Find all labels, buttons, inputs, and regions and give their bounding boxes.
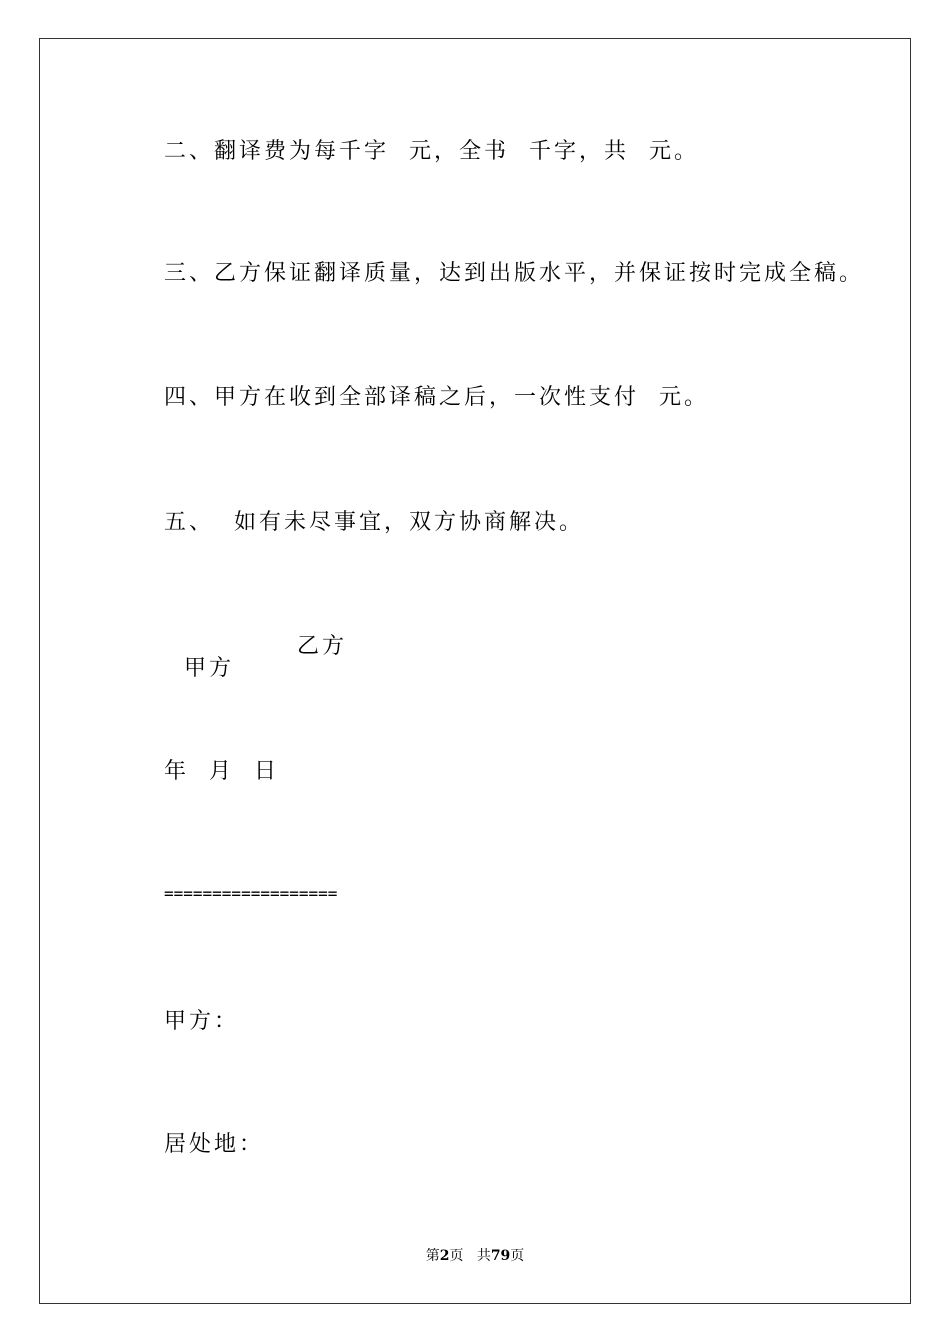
party-a-signature: 甲方: [184, 656, 235, 681]
section-divider: ==================: [164, 884, 338, 903]
clause-5: 五、 如有未尽事宜，双方协商解决。: [164, 510, 584, 535]
footer-page-prefix: 第: [425, 1248, 440, 1264]
signature-row: [164, 634, 348, 702]
clause-4: 四、甲方在收到全部译稿之后，一次性支付 元。: [164, 385, 709, 410]
clause-3: 三、乙方保证翻译质量，达到出版水平，并保证按时完成全稿。: [164, 261, 865, 286]
clause-2: 二、翻译费为每千字 元，全书 千字，共 元。: [164, 139, 699, 164]
party-b-signature: 乙方: [297, 634, 348, 659]
date-line: 年 月 日: [164, 759, 279, 784]
footer-total-prefix: 共: [476, 1248, 491, 1264]
footer-page-suffix: 页: [449, 1248, 464, 1264]
party-a-field-label: 甲方：: [164, 1009, 240, 1034]
footer-total-pages: 79: [490, 1248, 511, 1264]
footer-page-number: 2: [439, 1248, 450, 1264]
footer-total-suffix: 页: [510, 1248, 525, 1264]
residence-field-label: 居处地：: [164, 1132, 265, 1157]
page-footer: [0, 1249, 950, 1263]
